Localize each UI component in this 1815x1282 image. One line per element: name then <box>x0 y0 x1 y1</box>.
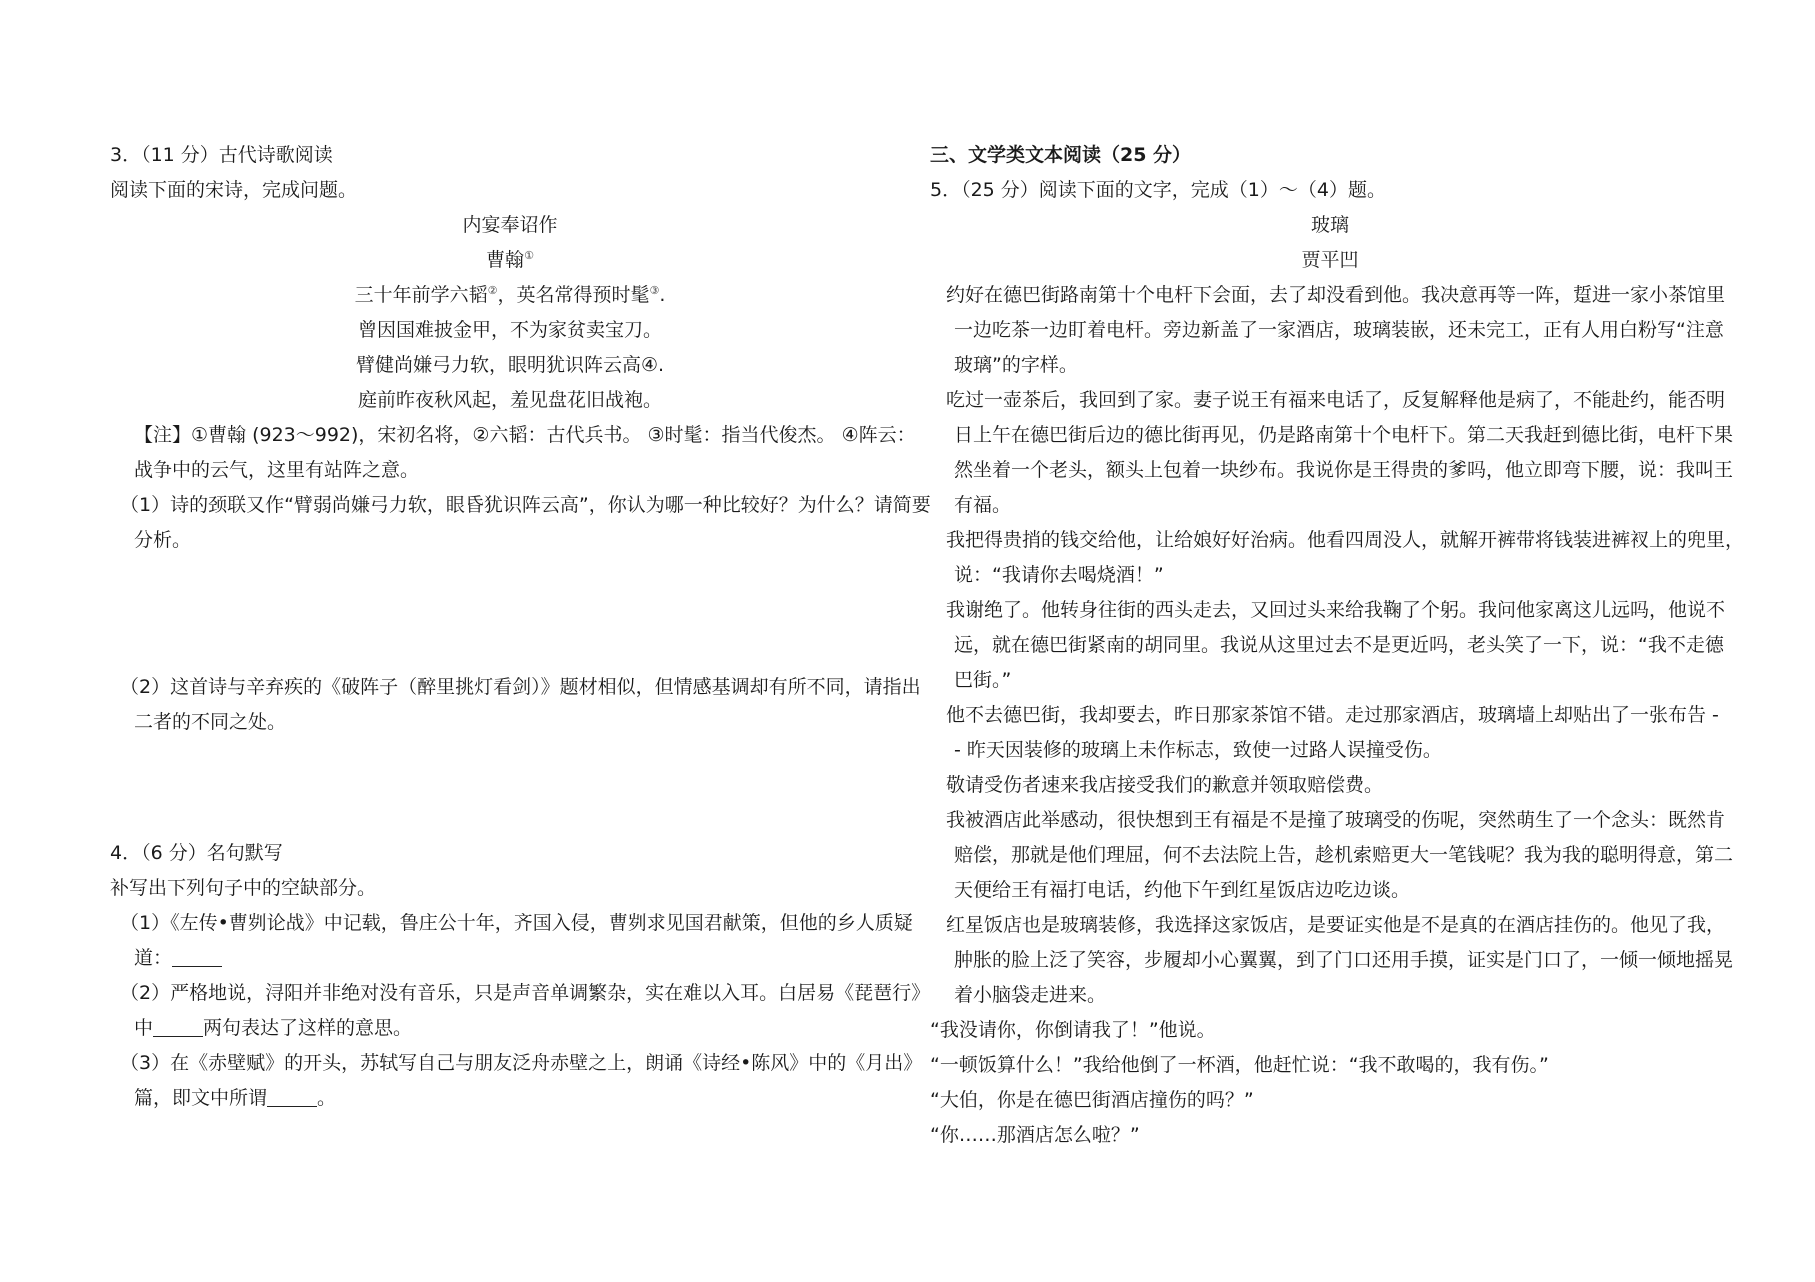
paragraph-line-cont: 一边吃茶一边盯着电杆。旁边新盖了一家酒店，玻璃装嵌，还未完工，正有人用白粉写“注意 <box>954 319 1724 341</box>
poem-notes: 【注】①曹翰 (923～992)，宋初名将，②六韬：古代兵书。 ③时髦：指当代俊杰。 ④阵云： <box>134 424 916 446</box>
paragraph-line: 红星饭店也是玻璃装修，我选择这家饭店，是要证实他是不是真的在酒店挂伤的。他见了我， <box>946 914 1726 936</box>
dialogue-line: “你……那酒店怎么啦？” <box>930 1124 1140 1146</box>
q3-heading: 3．（11 分）古代诗歌阅读 <box>110 144 333 166</box>
dialogue-line: “我没请你，你倒请我了！”他说。 <box>930 1019 1216 1041</box>
poem-line: 臂健尚嫌弓力软，眼明犹识阵云高④. <box>355 354 665 376</box>
answer-space <box>110 740 910 836</box>
paragraph-line: 我谢绝了。他转身往街的西头走去，又回过头来给我鞠了个躬。我问他家离这儿远吗，他说不 <box>946 599 1726 621</box>
paragraph-line: 我把得贵捎的钱交给他，让给娘好好治病。他看四周没人，就解开裤带将钱装进裤衩上的兜里， <box>946 529 1745 551</box>
fill-blank[interactable] <box>172 948 222 967</box>
answer-space <box>110 558 910 670</box>
q5-heading: 5．（25 分）阅读下面的文字，完成（1）～（4）题。 <box>930 179 1386 201</box>
story-body <box>930 278 1745 1013</box>
q3-intro: 阅读下面的宋诗，完成问题。 <box>110 179 358 201</box>
paragraph-line-cont: 玻璃”的字样。 <box>954 354 1078 376</box>
story-dialogue <box>930 1013 1730 1153</box>
paragraph-line-cont: 日上午在德巴街后边的德比街再见，仍是路南第十个电杆下。第二天我赶到德比街，电杆下果 <box>954 424 1734 446</box>
q3-sub2-cont: 二者的不同之处。 <box>134 711 287 733</box>
paragraph-line-cont: 有福。 <box>954 494 1012 516</box>
poem-line: 曾因国难披金甲，不为家贫卖宝刀。 <box>357 319 662 341</box>
paragraph-line-cont: 然坐着一个老头，额头上包着一块纱布。我说你是王得贵的爹吗，他立即弯下腰，说：我叫王 <box>954 459 1734 481</box>
paragraph-line-cont: - 昨天因装修的玻璃上未作标志，致使一过路人误撞受伤。 <box>954 739 1442 761</box>
footnote-marker: ① <box>524 249 534 262</box>
q4-item-1-cont: 道： <box>110 941 910 976</box>
paragraph-line: 他不去德巴街，我却要去，昨日那家茶馆不错。走过那家酒店，玻璃墙上却贴出了一张布告 - <box>946 704 1719 726</box>
paragraph-line: 吃过一壶茶后，我回到了家。妻子说王有福来电话了，反复解释他是病了，不能赴约，能否明 <box>946 389 1726 411</box>
q4-item-1: （1）《左传•曹刿论战》中记载，鲁庄公十年，齐国入侵，曹刿求见国君献策，但他的乡人质疑 <box>120 912 913 934</box>
q3-sub1-cont: 分析。 <box>134 529 192 551</box>
paragraph-line-cont: 着小脑袋走进来。 <box>954 984 1107 1006</box>
paragraph-line-cont: 赔偿，那就是他们理屈，何不去法院上告，趁机索赔更大一笔钱呢？我为我的聪明得意，第二 <box>954 844 1734 866</box>
poem-line: 三十年前学六韬②，英名常得预时髦③. <box>354 284 666 306</box>
q4-heading: 4．（6 分）名句默写 <box>110 842 283 864</box>
q3-sub1: （1）诗的颈联又作“臂弱尚嫌弓力软，眼昏犹识阵云高”，你认为哪一种比较好？为什么？请简要 <box>120 494 931 516</box>
paragraph-line-cont: 说：“我请你去喝烧酒！” <box>954 564 1164 586</box>
poem-line: 庭前昨夜秋风起，羞见盘花旧战袍。 <box>357 389 662 411</box>
dialogue-line: “大伯，你是在德巴街酒店撞伤的吗？” <box>930 1089 1254 1111</box>
dialogue-line: “一顿饭算什么！”我给他倒了一杯酒，他赶忙说：“我不敢喝的，我有伤。” <box>930 1054 1549 1076</box>
q4-item-2: （2）严格地说，浔阳并非绝对没有音乐，只是声音单调繁杂，实在难以入耳。白居易《琵琶行》 <box>120 982 931 1004</box>
story-author: 贾平凹 <box>1301 249 1359 271</box>
paragraph-line: 约好在德巴街路南第十个电杆下会面，去了却没看到他。我决意再等一阵，踅进一家小茶馆里 <box>946 284 1726 306</box>
fill-blank[interactable] <box>267 1088 317 1107</box>
paragraph-line-cont: 肿胀的脸上泛了笑容，步履却小心翼翼，到了门口还用手摸，证实是门口了，一倾一倾地摇晃 <box>954 949 1734 971</box>
fill-blank[interactable] <box>153 1018 203 1037</box>
story-title: 玻璃 <box>1310 214 1349 236</box>
paragraph-line: 我被酒店此举感动，很快想到王有福是不是撞了玻璃受的伤呢，突然萌生了一个念头：既然肯 <box>946 809 1726 831</box>
q4-item-3: （3）在《赤壁赋》的开头，苏轼写自己与朋友泛舟赤壁之上，朗诵《诗经•陈风》中的《月出》 <box>120 1052 923 1074</box>
paragraph-line: 敬请受伤者速来我店接受我们的歉意并领取赔偿费。 <box>946 774 1384 796</box>
q3-sub2: （2）这首诗与辛弃疾的《破阵子（醉里挑灯看剑）》题材相似，但情感基调却有所不同，请指出 <box>120 676 921 698</box>
paragraph-line-cont: 天便给王有福打电话，约他下午到红星饭店边吃边谈。 <box>954 879 1411 901</box>
section-heading: 三、文学类文本阅读（25 分） <box>930 144 1192 166</box>
q4-item-3-cont: 篇，即文中所谓 。 <box>134 1087 337 1109</box>
q4-intro: 补写出下列句子中的空缺部分。 <box>110 877 377 899</box>
poem-title: 内宴奉诏作 <box>462 214 558 236</box>
q4-item-2-cont: 中 两句表达了这样的意思。 <box>134 1017 413 1039</box>
left-column <box>110 138 931 1116</box>
paragraph-line-cont: 远，就在德巴街紧南的胡同里。我说从这里过去不是更近吗，老头笑了一下，说：“我不走德 <box>954 634 1724 656</box>
right-column <box>930 138 1745 1153</box>
poem-notes-cont: 战争中的云气，这里有站阵之意。 <box>134 459 420 481</box>
poem-author: 曹翰① <box>486 249 534 271</box>
paragraph-line-cont: 巴街。” <box>954 669 1012 691</box>
